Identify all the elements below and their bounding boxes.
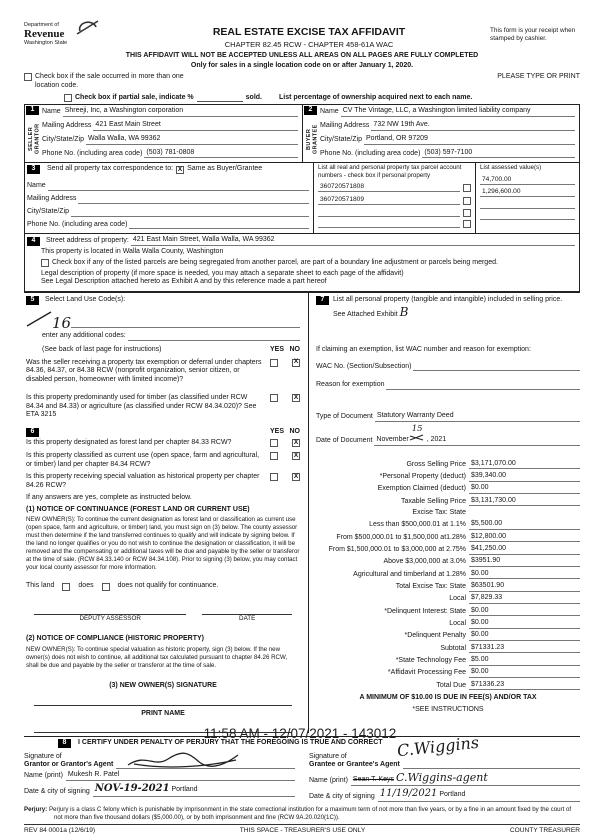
grantee-city-value: Portland bbox=[439, 791, 466, 799]
warning-note: THIS AFFIDAVIT WILL NOT BE ACCEPTED UNLESS ALL AREAS ON ALL PAGES ARE FULLY COMPLETED bbox=[125, 51, 479, 59]
single-location-note: Only for sales in a single location code on or after January 1, 2020. bbox=[190, 62, 414, 70]
grantor-name-label: Name (print) bbox=[24, 772, 63, 780]
no-header: NO bbox=[289, 345, 300, 353]
fin-value[interactable]: $3,131,730.00 bbox=[469, 497, 580, 507]
seller-name-field[interactable]: Shreeji, Inc, a Washington corporation bbox=[63, 107, 298, 117]
fin-label: Local bbox=[449, 595, 466, 603]
parcel-number-field[interactable] bbox=[318, 209, 460, 217]
corr-city-field[interactable] bbox=[71, 209, 309, 217]
new-owner-signature-label: (3) NEW OWNER(S) SIGNATURE bbox=[109, 681, 217, 689]
assessor-date-line[interactable] bbox=[202, 607, 292, 615]
segregated-label: Check box if any of the listed parcels are being segregated from another parcel, are part of a boundary line adjustment or parcels being merged. bbox=[52, 258, 498, 266]
historical-property-question: Is this property receiving special valuation as historical property per chapter 84.26 RCW? bbox=[26, 473, 260, 489]
current-use-question: Is this property classified as current use (open space, farm and agricultural, or timber) land per chapter 84.34 RCW? bbox=[26, 451, 260, 468]
fin-value[interactable]: $3951.90 bbox=[469, 557, 580, 567]
buyer-phone-field[interactable]: (503) 597-7100 bbox=[422, 149, 575, 159]
see-instructions-note: *SEE INSTRUCTIONS bbox=[412, 706, 484, 714]
partial-sale-checkbox[interactable] bbox=[64, 94, 72, 102]
dept-small-label: Department of bbox=[24, 22, 59, 28]
s6q2-no-checkbox[interactable]: X bbox=[293, 451, 299, 459]
county-treasurer-label: COUNTY TREASURER bbox=[509, 826, 580, 834]
scan-timestamp: 11:58 AM - 12/07/2021 - 143012 bbox=[203, 726, 397, 741]
grantee-signature-handwritten: C.Wiggins bbox=[396, 732, 480, 761]
street-address-label: Street address of property: bbox=[46, 237, 129, 245]
if-yes-note: If any answers are yes, complete as instructed below. bbox=[26, 493, 192, 501]
grantee-sig-label: Signature of Grantee or Grantee's Agent bbox=[309, 752, 400, 768]
does-qualify-checkbox[interactable] bbox=[62, 583, 70, 591]
yes-header: YES bbox=[270, 428, 285, 436]
parcel-number-field[interactable] bbox=[318, 220, 460, 228]
corr-phone-label: Phone No. (including area code) bbox=[27, 220, 128, 228]
fin-value[interactable]: $5.00 bbox=[469, 656, 580, 666]
type-of-document-field[interactable]: Statutory Warranty Deed bbox=[375, 412, 580, 422]
compliance-text: NEW OWNER(S): To continue special valuation as historic property, sign (3) below. If the new owner(s) does not wish to continue, all additional tax calculated pursuant to chapter 84.26 RCW, shall be due and payable by the seller or transferor at the time of sale. bbox=[26, 645, 288, 669]
exhibit-letter-handwritten: B bbox=[399, 304, 409, 319]
fin-value[interactable]: $63501.90 bbox=[469, 582, 580, 592]
grantor-sig-label: Signature of Grantor or Grantor's Agent bbox=[24, 752, 114, 768]
corr-phone-field[interactable] bbox=[129, 221, 309, 229]
s6q1-yes-checkbox[interactable] bbox=[270, 439, 278, 447]
property-address-section bbox=[24, 234, 580, 293]
section-6-badge: 6 bbox=[26, 428, 39, 437]
timber-agriculture-question: Is this property predominantly used for timber (as classified under RCW 84.34 and 84.33) or agriculture (as classified under RCW 84.34.020)? See ETA 3215 bbox=[26, 393, 257, 419]
seller-city-field[interactable]: Walla Walla, WA 99362 bbox=[86, 135, 298, 145]
financial-block bbox=[316, 460, 580, 691]
s5q2-no-checkbox[interactable]: X bbox=[293, 393, 299, 401]
revenue-logo-icon bbox=[76, 18, 100, 36]
seller-mailing-label: Mailing Address bbox=[42, 122, 92, 129]
dept-state-label: Washington State bbox=[24, 40, 68, 47]
form-number: REV 84 0001a (12/6/19) bbox=[24, 826, 96, 834]
s5q1-no-checkbox[interactable]: X bbox=[293, 358, 299, 366]
fin-value[interactable]: $41,250.00 bbox=[469, 545, 580, 555]
revenue-logo bbox=[24, 22, 128, 46]
date-day-handwritten: 15 bbox=[411, 423, 423, 434]
personal-property-text: List all personal property (tangible and intangible) included in selling price. bbox=[333, 296, 563, 303]
corr-city-label: City/State/Zip bbox=[27, 207, 70, 215]
grantor-signature-icon bbox=[124, 751, 242, 769]
exemption-intro: If claiming an exemption, list WAC number and reason for exemption: bbox=[316, 345, 531, 353]
fin-label: Local bbox=[449, 619, 466, 627]
date-of-document-label: Date of Document bbox=[316, 436, 373, 444]
grantor-name-field[interactable]: Mukesh R. Patel bbox=[66, 771, 295, 781]
yes-header: YES bbox=[270, 345, 285, 353]
land-use-title: Select Land Use Code(s): bbox=[45, 296, 126, 304]
fin-label: From $1,500,000.01 to $3,000,000 at 2.75% bbox=[328, 545, 466, 553]
fin-value[interactable]: $5,500.00 bbox=[469, 520, 580, 530]
seller-phone-field[interactable]: (503) 781-0808 bbox=[144, 149, 298, 159]
grantor-date-label: Date & city of signing bbox=[24, 788, 90, 796]
sold-label: sold. bbox=[245, 93, 262, 101]
grantee-date-handwritten: 11/19/2021 bbox=[379, 788, 438, 800]
see-back-note: (See back of last page for instructions) bbox=[42, 345, 162, 353]
buyer-mailing-field[interactable]: 732 NW 19th Ave. bbox=[371, 121, 575, 131]
exemption-deferral-question: Was the seller receiving a property tax exemption or deferral under chapters 84.36, 84.37, or 84.38 RCW (nonprofit organization, senior citizen, or disabled person, homeowner with limited income)? bbox=[26, 358, 262, 383]
fin-label: Excise Tax: State bbox=[412, 508, 466, 516]
deputy-assessor-label: DEPUTY ASSESSOR bbox=[79, 615, 141, 622]
corr-name-field[interactable] bbox=[48, 183, 309, 191]
seller-phone-label: Phone No. (including area code) bbox=[42, 149, 143, 157]
no-header: NO bbox=[289, 428, 300, 436]
buyer-city-label: City/State/Zip bbox=[320, 135, 363, 143]
parcel-number-field[interactable]: 360720571808 bbox=[318, 183, 460, 192]
this-land-label: This land bbox=[26, 582, 55, 590]
parcel-header: List all real and personal property tax parcel account numbers - check box if personal property bbox=[318, 164, 462, 179]
forest-land-question: Is this property designated as forest land per chapter 84.33 RCW? bbox=[26, 439, 232, 446]
land-use-code-handwritten: 16 bbox=[52, 314, 72, 332]
grantee-signature-block bbox=[309, 732, 580, 802]
fin-label: Agricultural and timberland at 1.28% bbox=[353, 570, 466, 578]
fin-label: *Delinquent Penalty bbox=[404, 632, 466, 640]
assessed-value-field[interactable] bbox=[480, 201, 575, 209]
grantor-date-handwritten: NOV-19-2021 bbox=[94, 783, 170, 795]
fin-value[interactable]: $0.00 bbox=[469, 668, 580, 678]
compliance-title: (2) NOTICE OF COMPLIANCE (HISTORIC PROPERTY) bbox=[26, 634, 204, 642]
parcel-3-personal-checkbox[interactable] bbox=[463, 209, 471, 217]
additional-codes-field[interactable] bbox=[128, 333, 300, 341]
seller-side-label: SELLER GRANTOR bbox=[28, 124, 41, 155]
type-of-document-label: Type of Document bbox=[316, 413, 373, 420]
grantor-date-field[interactable] bbox=[93, 783, 295, 797]
new-owner-signature-line[interactable] bbox=[34, 698, 292, 706]
located-note: This property is located in Walla Walla County, Washington bbox=[41, 248, 224, 255]
buyer-name-label: Name bbox=[320, 108, 339, 116]
fin-value[interactable]: $12,800.00 bbox=[469, 533, 580, 543]
fin-label: Total Excise Tax: State bbox=[395, 582, 466, 590]
grantee-signature-line[interactable] bbox=[403, 761, 580, 769]
grantee-date-label: Date & city of signing bbox=[309, 793, 375, 801]
assessed-value-field[interactable]: 74,700.00 bbox=[480, 176, 575, 185]
wac-field[interactable] bbox=[413, 363, 580, 371]
certify-statement: I CERTIFY UNDER PENALTY OF PERJURY THAT THE FOREGOING IS TRUE AND CORRECT bbox=[78, 739, 383, 747]
form-subtitle: CHAPTER 82.45 RCW - CHAPTER 458-61A WAC bbox=[224, 40, 394, 50]
parcel-number-field[interactable]: 360720571809 bbox=[318, 196, 460, 205]
assessor-date-label: DATE bbox=[239, 615, 256, 622]
assessed-header: List assessed value(s) bbox=[480, 164, 542, 172]
multi-location-label: Check box if the sale occurred in more than one location code. bbox=[35, 73, 184, 89]
partial-sale-label: Check box if partial sale, indicate % bbox=[75, 93, 194, 101]
seller-name-label: Name bbox=[42, 108, 61, 116]
fin-label: Exemption Claimed (deduct) bbox=[377, 485, 466, 493]
s6q1-no-checkbox[interactable]: X bbox=[293, 438, 299, 446]
correspondence-intro: Send all property tax correspondence to: bbox=[47, 165, 174, 173]
percent-sold-field[interactable] bbox=[197, 94, 243, 102]
print-name-label: PRINT NAME bbox=[141, 710, 185, 718]
land-use-column bbox=[24, 293, 308, 733]
corr-mailing-field[interactable] bbox=[78, 196, 309, 204]
does-label: does bbox=[78, 582, 94, 590]
grantor-signature-line[interactable] bbox=[116, 761, 295, 769]
fin-label: *Delinquent Interest: State bbox=[384, 607, 466, 615]
fin-label: *Personal Property (deduct) bbox=[379, 472, 466, 480]
additional-codes-label: enter any additional codes: bbox=[42, 332, 126, 339]
parcel-1-personal-checkbox[interactable] bbox=[463, 184, 471, 192]
s5q2-yes-checkbox[interactable] bbox=[270, 394, 278, 402]
grantee-date-field[interactable] bbox=[378, 788, 580, 802]
seller-section bbox=[25, 105, 302, 162]
grantor-signature-block bbox=[24, 750, 295, 802]
form-footer bbox=[24, 824, 580, 835]
treasurer-space-label: THIS SPACE - TREASURER'S USE ONLY bbox=[239, 826, 366, 834]
reason-label: Reason for exemption bbox=[316, 381, 385, 389]
land-use-code-field[interactable] bbox=[71, 320, 300, 328]
assessed-value-field[interactable] bbox=[480, 212, 575, 220]
continuance-title: (1) NOTICE OF CONTINUANCE (FOREST LAND OR CURRENT USE) bbox=[26, 505, 250, 513]
buyer-section bbox=[302, 105, 579, 162]
fin-value bbox=[469, 510, 580, 518]
section-7-badge: 7 bbox=[316, 296, 329, 305]
buyer-mailing-label: Mailing Address bbox=[320, 122, 370, 129]
s5q1-yes-checkbox[interactable] bbox=[270, 359, 278, 367]
fin-value[interactable]: $71331.23 bbox=[469, 644, 580, 654]
fin-label: *Affidavit Processing Fee bbox=[387, 669, 466, 677]
section-1-badge: 1 bbox=[26, 106, 39, 115]
fin-value[interactable]: $0.00 bbox=[469, 607, 580, 617]
seller-city-label: City/State/Zip bbox=[42, 135, 85, 143]
perjury-paragraph: Perjury: Perjury is a class C felony which is punishable by imprisonment in the state correctional institution for a maximum term of not more than five years, or by a fine in an amount fixed by the court of not more than five thousand dollars ($5,000.00), or by both imprisonment and fine (RCW 9A.20.020(1C)). bbox=[24, 805, 572, 821]
dept-name-label: Revenue bbox=[24, 28, 65, 41]
type-print-note: PLEASE TYPE OR PRINT bbox=[497, 73, 580, 80]
wac-label: WAC No. (Section/Subsection) bbox=[316, 362, 412, 370]
seller-mailing-field[interactable]: 421 East Main Street bbox=[93, 121, 298, 131]
same-as-buyer-checkbox[interactable]: X bbox=[177, 165, 183, 173]
see-attached-label: See Attached Exhibit bbox=[333, 310, 398, 318]
buyer-city-field[interactable]: Portland, OR 97209 bbox=[364, 135, 575, 145]
fin-value[interactable]: $0.00 bbox=[469, 570, 580, 580]
strike-mark-icon bbox=[26, 308, 52, 328]
fin-label: Above $3,000,000 at 3.0% bbox=[383, 558, 466, 566]
section-2-badge: 2 bbox=[304, 106, 317, 115]
s6q3-yes-checkbox[interactable] bbox=[270, 473, 278, 481]
fin-label: Less than $500,000.01 at 1.1% bbox=[369, 521, 466, 529]
grantor-city-value: Portland bbox=[171, 786, 198, 794]
does-not-qualify-checkbox[interactable] bbox=[102, 583, 110, 591]
form-header bbox=[24, 22, 580, 50]
fin-label: *State Technology Fee bbox=[395, 657, 466, 664]
form-title: REAL ESTATE EXCISE TAX AFFIDAVIT bbox=[212, 26, 406, 38]
receipt-note: This form is your receipt when stamped by cashier. bbox=[490, 27, 576, 43]
personal-property-column bbox=[308, 293, 580, 733]
fin-value[interactable]: $7,829.33 bbox=[469, 594, 580, 604]
fin-label: Gross Selling Price bbox=[406, 460, 466, 468]
grantee-name-handwritten: C.Wiggins-agent bbox=[395, 771, 488, 785]
section-5-badge: 5 bbox=[26, 296, 39, 305]
parcel-4-personal-checkbox[interactable] bbox=[463, 220, 471, 228]
buyer-side-label: BUYER GRANTEE bbox=[306, 124, 319, 155]
fin-value[interactable]: $71336.23 bbox=[469, 681, 580, 691]
section-8-badge: 8 bbox=[58, 739, 71, 748]
fin-value[interactable]: $0.00 bbox=[469, 619, 580, 629]
continuance-text: NEW OWNER(S): To continue the current designation as forest land or classification as current use (open space, farm and agriculture, or timber) land, you must sign on (3) below. The county assessor must then determine if the land transferred continues to qualify and will indicate by signing below. If the land no longer qualifies or you do not wish to continue the designation or classification, it will be removed and the compensating or additional taxes will be due and payable by the seller or transferor at the time of sale. (RCW 84.33.140 or RCW 84.34.108). Prior to signing (3) below, you may contact your local county assessor for more information. bbox=[26, 516, 300, 572]
buyer-name-field[interactable]: CV The Vintage, LLC, a Washington limited liability company bbox=[341, 107, 575, 117]
legal-attached-note: See Legal Description attached hereto as Exhibit A and by this reference made a part hereof bbox=[41, 278, 327, 286]
date-correction bbox=[409, 423, 427, 441]
tax-correspondence-section bbox=[24, 163, 580, 234]
corr-mailing-label: Mailing Address bbox=[27, 195, 77, 202]
deputy-assessor-signature-line[interactable] bbox=[34, 607, 186, 615]
ownership-note: List percentage of ownership acquired next to each name. bbox=[279, 93, 473, 101]
section-4-badge: 4 bbox=[27, 237, 40, 246]
fin-value[interactable]: $3,171,070.00 bbox=[469, 460, 580, 470]
fin-label: From $500,000.01 to $1,500,000 at1.28% bbox=[336, 533, 466, 541]
fin-value[interactable]: $0.00 bbox=[469, 484, 580, 494]
grantee-name-field[interactable] bbox=[351, 771, 580, 786]
street-address-field[interactable]: 421 East Main Street, Walla Walla, WA 99362 bbox=[131, 236, 575, 246]
same-as-buyer-label: Same as Buyer/Grantee bbox=[187, 165, 263, 173]
assessed-value-field[interactable]: 1,296,600.00 bbox=[480, 188, 575, 197]
s6q3-no-checkbox[interactable]: X bbox=[293, 473, 299, 480]
fin-label: Total Due bbox=[436, 681, 466, 689]
reason-field[interactable] bbox=[386, 382, 580, 390]
section-3-badge: 3 bbox=[27, 165, 40, 174]
multi-location-checkbox[interactable] bbox=[24, 73, 32, 81]
segregated-checkbox[interactable] bbox=[41, 259, 49, 267]
parties-grid bbox=[24, 104, 580, 163]
grantee-name-label: Name (print) bbox=[309, 777, 348, 785]
fin-label: Subtotal bbox=[440, 644, 466, 652]
buyer-phone-label: Phone No. (including area code) bbox=[320, 149, 421, 157]
grantee-name-struck: Sean T. Keys bbox=[352, 776, 395, 784]
scribble-strike-icon bbox=[409, 434, 425, 442]
s6q2-yes-checkbox[interactable] bbox=[270, 452, 278, 460]
fin-value[interactable]: $39,340.00 bbox=[469, 472, 580, 482]
does-not-label: does not qualify for continuance. bbox=[117, 582, 219, 590]
date-of-document-field[interactable]: November 15 , 2021 bbox=[374, 432, 580, 446]
legal-desc-note: Legal description of property (if more space is needed, you may attach a separate sheet to each page of the affidavit) bbox=[41, 269, 404, 277]
corr-name-label: Name bbox=[27, 182, 46, 190]
minimum-due-note: A MINIMUM OF $10.00 IS DUE IN FEE(S) AND/OR TAX bbox=[359, 694, 537, 702]
parcel-2-personal-checkbox[interactable] bbox=[463, 197, 471, 205]
fin-value[interactable]: $0.00 bbox=[469, 631, 580, 641]
fin-label: Taxable Selling Price bbox=[401, 497, 466, 505]
